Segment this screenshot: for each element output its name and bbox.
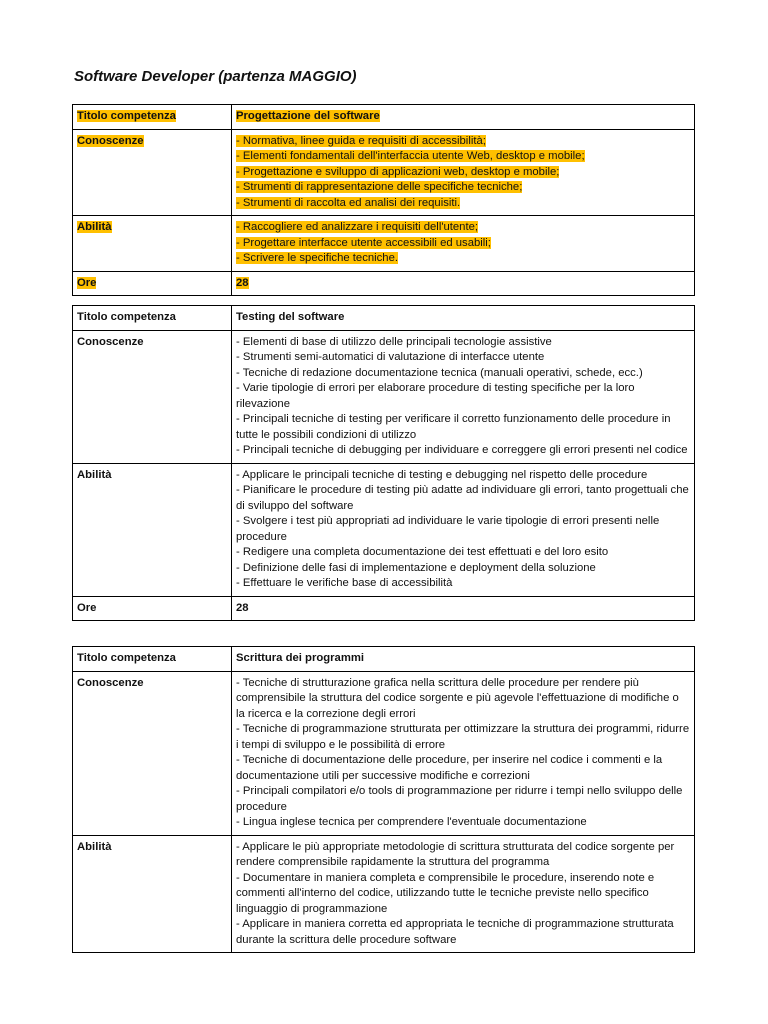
list-item: - Strumenti di rappresentazione delle specifiche tecniche; — [236, 181, 523, 193]
list-item: - Applicare in maniera corretta ed appropriata le tecniche di programmazione strutturata durante la scrittura delle procedure software — [236, 918, 674, 946]
list-item: - Principali compilatori e/o tools di programmazione per ridurre i tempi nello sviluppo delle procedure — [236, 785, 683, 813]
conoscenze-label: Conoscenze — [77, 134, 144, 147]
abilita-list — [232, 835, 695, 953]
table-row-ore — [73, 596, 695, 621]
table-row-titolo — [73, 647, 695, 672]
titolo-label: Titolo competenza — [73, 306, 232, 331]
list-item: - Scrivere le specifiche tecniche. — [236, 252, 398, 264]
list-item: - Effettuare le verifiche base di accessibilità — [236, 577, 453, 589]
list-item: - Tecniche di redazione documentazione tecnica (manuali operativi, schede, ecc.) — [236, 366, 643, 379]
list-item: - Raccogliere ed analizzare i requisiti dell'utente; — [236, 221, 479, 233]
list-item: - Varie tipologie di errori per elaborare procedure di testing specifiche per la loro rilevazione — [236, 382, 635, 410]
list-item: - Principali tecniche di testing per verificare il corretto funzionamento delle procedure in tutte le possibili condizioni di utilizzo — [236, 413, 671, 441]
titolo-label: Titolo competenza — [77, 110, 176, 122]
conoscenze-list — [232, 671, 695, 835]
list-item: - Pianificare le procedure di testing più adatte ad individuare gli errori, tanto progettuali che di sviluppo del software — [236, 484, 689, 512]
table-row-titolo — [73, 306, 695, 331]
table-row-conoscenze — [73, 330, 695, 463]
abilita-label: Abilità — [73, 835, 232, 953]
list-item: - Elementi fondamentali dell'interfaccia utente Web, desktop e mobile; — [236, 150, 585, 162]
list-item: - Principali tecniche di debugging per individuare e correggere gli errori presenti nel codice — [236, 444, 688, 456]
table-row-abilita — [73, 216, 695, 272]
list-item: - Elementi di base di utilizzo delle principali tecnologie assistive — [236, 335, 552, 348]
ore-label: Ore — [77, 276, 97, 289]
ore-value-cell — [232, 271, 695, 296]
list-item: - Tecniche di strutturazione grafica nella scrittura delle procedure per rendere più comprensibile la struttura del codice sorgente e più agevole l'effettuazione di modifiche o la ricerca e la correzione degli errori — [236, 676, 679, 720]
ore-value: 28 — [232, 596, 695, 621]
table-row-ore — [73, 271, 695, 296]
table-row-abilita — [73, 835, 695, 953]
competence-table-scrittura — [72, 646, 695, 953]
competence-table-progettazione — [72, 104, 695, 296]
table-row-conoscenze — [73, 129, 695, 216]
list-item: - Definizione delle fasi di implementazione e deployment della soluzione — [236, 561, 596, 574]
list-item: - Lingua inglese tecnica per comprendere l'eventuale documentazione — [236, 816, 587, 828]
list-item: - Documentare in maniera completa e comprensibile le procedure, inserendo note e commenti all'interno del codice, utilizzando tutte le tecniche previste nello specifico linguaggio di programmazione — [236, 871, 655, 915]
list-item: - Applicare le principali tecniche di testing e debugging nel rispetto delle procedure — [236, 468, 648, 481]
list-item: - Strumenti semi-automatici di valutazione di interfacce utente — [236, 351, 545, 363]
page-title: Software Developer (partenza MAGGIO) — [74, 68, 357, 85]
ore-label: Ore — [73, 596, 232, 621]
list-item: - Strumenti di raccolta ed analisi dei requisiti. — [236, 196, 461, 209]
competence-table-testing — [72, 305, 695, 621]
table-row-abilita — [73, 463, 695, 596]
list-item: - Tecniche di programmazione strutturata per ottimizzare la struttura dei programmi, ridurre i tempi di sviluppo e le possibilità di errore — [236, 723, 690, 751]
titolo-value: Testing del software — [232, 306, 695, 331]
list-item: - Normativa, linee guida e requisiti di accessibilità; — [236, 134, 486, 147]
titolo-label-cell — [73, 105, 232, 130]
abilita-label: Abilità — [73, 463, 232, 596]
conoscenze-list — [232, 129, 695, 216]
abilita-label-cell — [73, 216, 232, 272]
abilita-label: Abilità — [77, 221, 112, 233]
conoscenze-label: Conoscenze — [73, 671, 232, 835]
ore-label-cell — [73, 271, 232, 296]
abilita-list — [232, 216, 695, 272]
list-item: - Progettare interfacce utente accessibili ed usabili; — [236, 236, 491, 249]
list-item: - Progettazione e sviluppo di applicazioni web, desktop e mobile; — [236, 165, 560, 178]
table-row-titolo — [73, 105, 695, 130]
list-item: - Tecniche di documentazione delle procedure, per inserire nel codice i commenti e la documentazione utili per successive modifiche e correzioni — [236, 754, 663, 782]
titolo-value-cell — [232, 105, 695, 130]
list-item: - Redigere una completa documentazione dei test effettuati e del loro esito — [236, 546, 609, 558]
conoscenze-label: Conoscenze — [73, 330, 232, 463]
ore-value: 28 — [236, 276, 249, 289]
list-item: - Applicare le più appropriate metodologie di scrittura strutturata del codice sorgente per rendere comprensibile rapidamente la struttura del programma — [236, 840, 675, 868]
titolo-value: Scrittura dei programmi — [232, 647, 695, 672]
list-item: - Svolgere i test più appropriati ad individuare le varie tipologie di errori presenti nelle procedure — [236, 515, 660, 543]
titolo-value: Progettazione del software — [236, 110, 380, 122]
titolo-label: Titolo competenza — [73, 647, 232, 672]
conoscenze-list — [232, 330, 695, 463]
conoscenze-label-cell — [73, 129, 232, 216]
abilita-list — [232, 463, 695, 596]
table-row-conoscenze — [73, 671, 695, 835]
